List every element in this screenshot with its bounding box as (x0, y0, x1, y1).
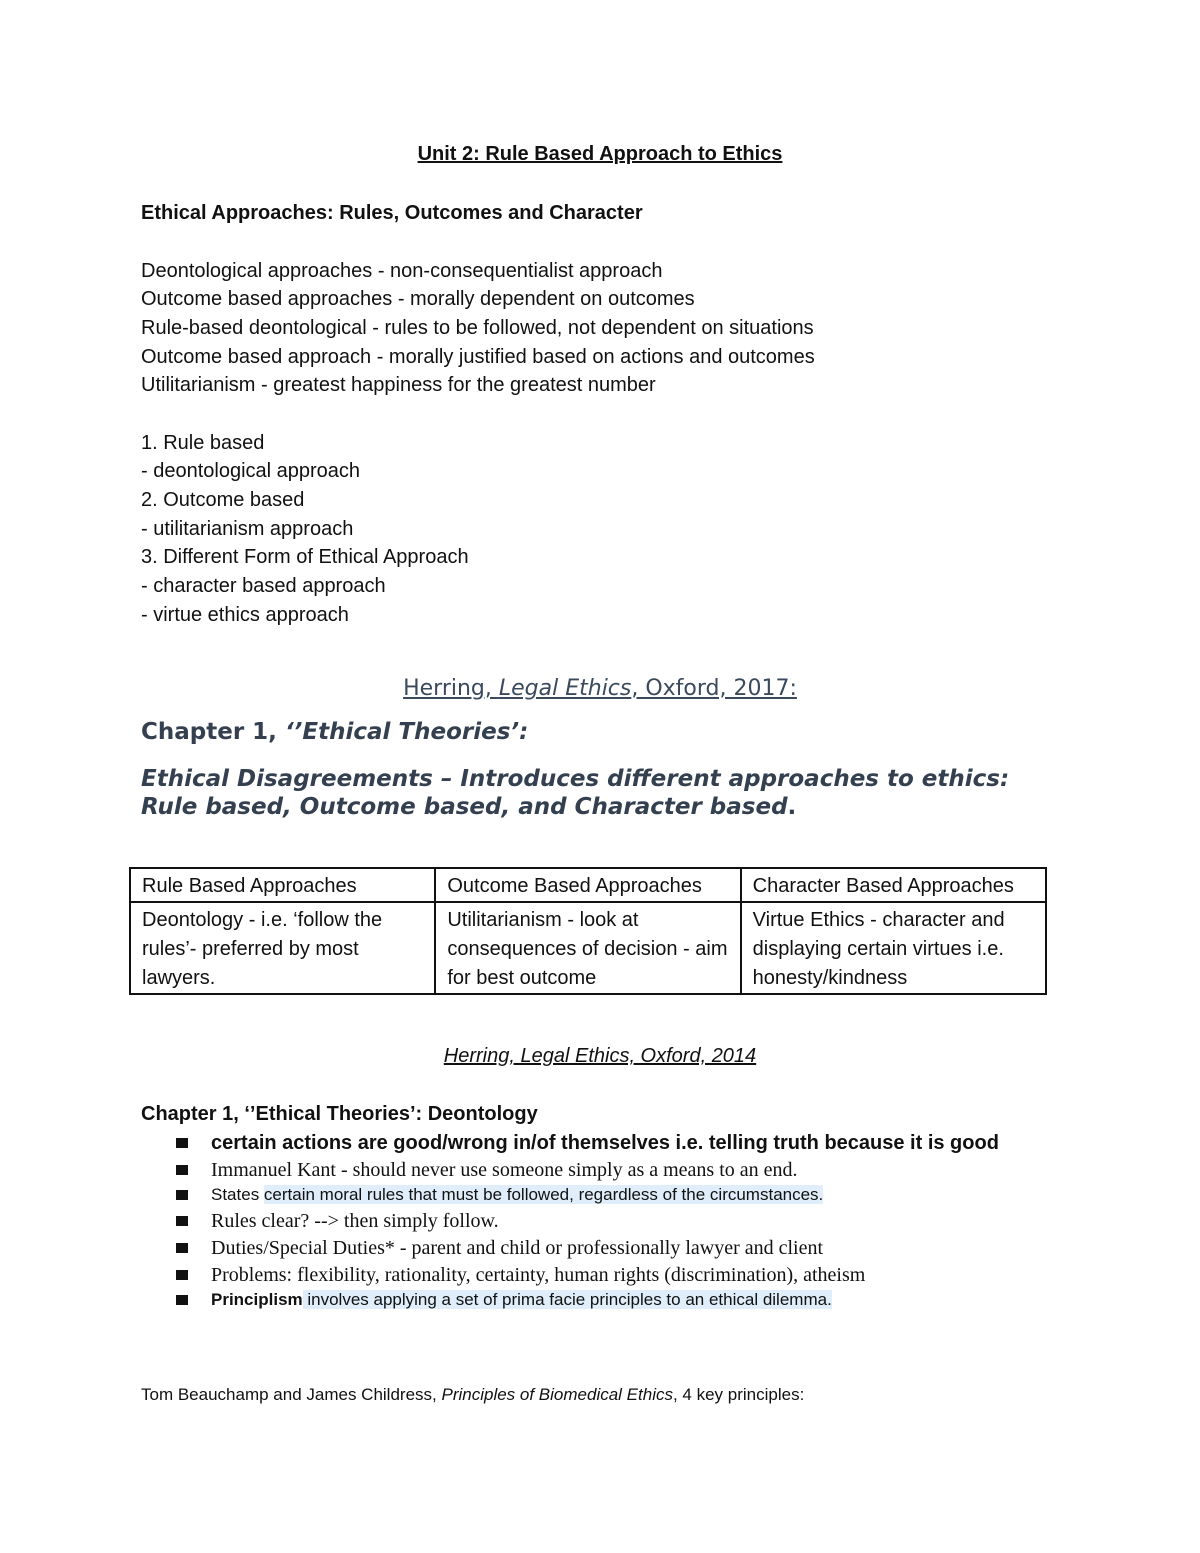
table-header-cell: Outcome Based Approaches (435, 868, 740, 902)
table-cell: Virtue Ethics - character and displaying certain virtues i.e. honesty/kindness (741, 902, 1046, 994)
bullet-icon (176, 1270, 188, 1280)
citation-rest: , 4 key principles: (672, 1385, 805, 1404)
list-item: 2. Outcome based (141, 489, 305, 511)
definition-line: Deontological approaches - non-consequentialist approach (141, 260, 663, 282)
citation-author: Herring, (403, 676, 499, 701)
definition-line: Outcome based approach - morally justified based on actions and outcomes (141, 346, 815, 368)
bullet-text (211, 1185, 823, 1205)
list-item: - character based approach (141, 575, 386, 597)
bullet-text: Duties/Special Duties* - parent and child or professionally lawyer and client (211, 1237, 824, 1259)
disagreements-text: Ethical Disagreements – Introduces different approaches to ethics: Rule based, Outcome based, and Character based (141, 766, 1010, 820)
document-title: Unit 2: Rule Based Approach to Ethics (417, 143, 783, 165)
chapter-prefix: Chapter 1, (141, 719, 285, 745)
bullet-icon (176, 1295, 188, 1305)
bullet-bold-term: Principlism (211, 1290, 303, 1309)
disagreements-heading (141, 765, 1071, 821)
chapter-heading-2017 (141, 719, 528, 745)
bullet-lead: States (211, 1185, 264, 1204)
list-item: - utilitarianism approach (141, 518, 354, 540)
table-cell: Deontology - i.e. ‘follow the rules’- preferred by most lawyers. (130, 902, 435, 994)
citation-herring-2017 (0, 676, 1200, 701)
bullet-text: Problems: flexibility, rationality, certainty, human rights (discrimination), atheism (211, 1264, 866, 1286)
table-header-row (130, 868, 1046, 902)
table-header-cell: Character Based Approaches (741, 868, 1046, 902)
chapter-name: ‘’Ethical Theories’: (284, 719, 529, 745)
bullet-text: Immanuel Kant - should never use someone simply as a means to an end. (211, 1159, 798, 1181)
beauchamp-citation (141, 1385, 804, 1405)
list-item: 3. Different Form of Ethical Approach (141, 546, 469, 568)
bullet-icon (176, 1216, 188, 1226)
list-item: - virtue ethics approach (141, 604, 349, 626)
bullet-icon (176, 1243, 188, 1253)
list-item: - deontological approach (141, 460, 361, 482)
list-item: 1. Rule based (141, 432, 265, 454)
table-header-cell: Rule Based Approaches (130, 868, 435, 902)
bullet-icon (176, 1138, 188, 1148)
definition-line: Utilitarianism - greatest happiness for the greatest number (141, 374, 656, 396)
section-subtitle: Ethical Approaches: Rules, Outcomes and Character (141, 202, 643, 224)
table-cell: Utilitarianism - look at consequences of decision - aim for best outcome (435, 902, 740, 994)
bullet-icon (176, 1190, 188, 1200)
table-row (130, 902, 1046, 994)
citation-book-title: Legal Ethics (498, 676, 632, 701)
citation-publisher: , Oxford, 2017: (631, 676, 797, 701)
approaches-table (129, 867, 1047, 995)
highlighted-text: involves applying a set of prima facie principles to an ethical dilemma. (302, 1290, 832, 1309)
definition-line: Outcome based approaches - morally dependent on outcomes (141, 288, 695, 310)
citation-herring-2014: Herring, Legal Ethics, Oxford, 2014 (443, 1045, 757, 1067)
bullet-text: certain actions are good/wrong in/of themselves i.e. telling truth because it is good (211, 1132, 999, 1154)
bullet-icon (176, 1165, 188, 1175)
bullet-text (211, 1290, 832, 1310)
highlighted-text: certain moral rules that must be followed, regardless of the circumstances. (263, 1185, 824, 1204)
definition-line: Rule-based deontological - rules to be followed, not dependent on situations (141, 317, 814, 339)
disagreements-period: . (787, 794, 797, 820)
citation-authors: Tom Beauchamp and James Childress, (141, 1385, 442, 1404)
citation-book-title: Principles of Biomedical Ethics (441, 1385, 673, 1404)
chapter-heading-2014: Chapter 1, ‘’Ethical Theories’: Deontology (141, 1103, 538, 1125)
bullet-text: Rules clear? --> then simply follow. (211, 1210, 499, 1232)
